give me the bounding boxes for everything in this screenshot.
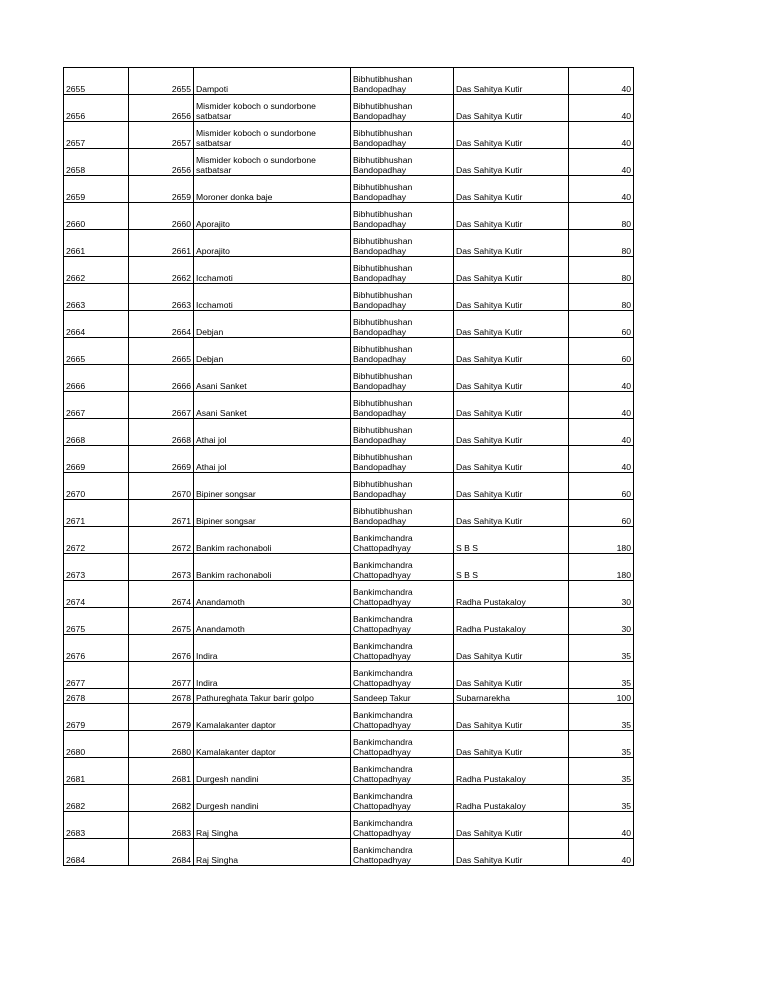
publisher-cell: Das Sahitya Kutir	[454, 68, 569, 95]
table-row	[64, 662, 634, 689]
book-title-cell: Raj Singha	[194, 812, 351, 839]
publisher-cell: Das Sahitya Kutir	[454, 839, 569, 866]
serial-number-cell: 2673	[64, 554, 129, 581]
serial-number-cell: 2675	[64, 608, 129, 635]
serial-number-cell: 2676	[64, 635, 129, 662]
serial-number-cell: 2678	[64, 689, 129, 704]
publisher-cell: Das Sahitya Kutir	[454, 446, 569, 473]
table-row	[64, 149, 634, 176]
publisher-cell: Subarnarekha	[454, 689, 569, 704]
author-cell: Bankimchandra Chattopadhyay	[351, 731, 454, 758]
accession-number-cell: 2668	[129, 419, 194, 446]
accession-number-cell: 2672	[129, 527, 194, 554]
serial-number-cell: 2669	[64, 446, 129, 473]
table-row	[64, 257, 634, 284]
serial-number-cell: 2680	[64, 731, 129, 758]
author-cell: Bibhutibhushan Bandopadhay	[351, 392, 454, 419]
serial-number-cell: 2672	[64, 527, 129, 554]
table-row	[64, 311, 634, 338]
book-title-cell: Kamalakanter daptor	[194, 731, 351, 758]
book-title-cell: Asani Sanket	[194, 365, 351, 392]
table-row	[64, 554, 634, 581]
table-row	[64, 785, 634, 812]
price-cell: 40	[569, 176, 634, 203]
publisher-cell: Das Sahitya Kutir	[454, 635, 569, 662]
author-cell: Bibhutibhushan Bandopadhay	[351, 473, 454, 500]
book-title-cell: Icchamoti	[194, 257, 351, 284]
table-row	[64, 122, 634, 149]
serial-number-cell: 2662	[64, 257, 129, 284]
table-row	[64, 731, 634, 758]
author-cell: Bibhutibhushan Bandopadhay	[351, 284, 454, 311]
publisher-cell: Das Sahitya Kutir	[454, 500, 569, 527]
publisher-cell: S B S	[454, 527, 569, 554]
serial-number-cell: 2656	[64, 95, 129, 122]
table-row	[64, 473, 634, 500]
price-cell: 35	[569, 635, 634, 662]
author-cell: Bibhutibhushan Bandopadhay	[351, 338, 454, 365]
publisher-cell: Radha Pustakaloy	[454, 785, 569, 812]
accession-number-cell: 2669	[129, 446, 194, 473]
serial-number-cell: 2658	[64, 149, 129, 176]
publisher-cell: Das Sahitya Kutir	[454, 122, 569, 149]
book-title-cell: Aporajito	[194, 230, 351, 257]
accession-number-cell: 2674	[129, 581, 194, 608]
accession-number-cell: 2657	[129, 122, 194, 149]
table-row	[64, 839, 634, 866]
price-cell: 30	[569, 608, 634, 635]
price-cell: 40	[569, 419, 634, 446]
publisher-cell: Das Sahitya Kutir	[454, 704, 569, 731]
author-cell: Bankimchandra Chattopadhyay	[351, 635, 454, 662]
publisher-cell: Das Sahitya Kutir	[454, 230, 569, 257]
price-cell: 35	[569, 704, 634, 731]
publisher-cell: Das Sahitya Kutir	[454, 419, 569, 446]
author-cell: Bibhutibhushan Bandopadhay	[351, 68, 454, 95]
price-cell: 40	[569, 812, 634, 839]
accession-number-cell: 2676	[129, 635, 194, 662]
table-row	[64, 635, 634, 662]
table-row	[64, 284, 634, 311]
serial-number-cell: 2682	[64, 785, 129, 812]
accession-number-cell: 2666	[129, 365, 194, 392]
author-cell: Bankimchandra Chattopadhyay	[351, 662, 454, 689]
book-title-cell: Dampoti	[194, 68, 351, 95]
book-title-cell: Debjan	[194, 311, 351, 338]
serial-number-cell: 2677	[64, 662, 129, 689]
price-cell: 40	[569, 149, 634, 176]
author-cell: Bibhutibhushan Bandopadhay	[351, 203, 454, 230]
author-cell: Bankimchandra Chattopadhyay	[351, 608, 454, 635]
table-row	[64, 758, 634, 785]
price-cell: 40	[569, 68, 634, 95]
accession-number-cell: 2682	[129, 785, 194, 812]
table-row	[64, 527, 634, 554]
author-cell: Bibhutibhushan Bandopadhay	[351, 311, 454, 338]
author-cell: Bankimchandra Chattopadhyay	[351, 785, 454, 812]
publisher-cell: Das Sahitya Kutir	[454, 284, 569, 311]
book-title-cell: Bankim rachonaboli	[194, 527, 351, 554]
accession-number-cell: 2673	[129, 554, 194, 581]
publisher-cell: Das Sahitya Kutir	[454, 812, 569, 839]
price-cell: 180	[569, 527, 634, 554]
table-row	[64, 704, 634, 731]
author-cell: Bibhutibhushan Bandopadhay	[351, 122, 454, 149]
accession-number-cell: 2655	[129, 68, 194, 95]
author-cell: Bibhutibhushan Bandopadhay	[351, 446, 454, 473]
accession-number-cell: 2667	[129, 392, 194, 419]
price-cell: 35	[569, 758, 634, 785]
book-title-cell: Mismider koboch o sundorbone satbatsar	[194, 122, 351, 149]
author-cell: Bibhutibhushan Bandopadhay	[351, 95, 454, 122]
serial-number-cell: 2664	[64, 311, 129, 338]
author-cell: Bibhutibhushan Bandopadhay	[351, 257, 454, 284]
price-cell: 60	[569, 338, 634, 365]
accession-number-cell: 2677	[129, 662, 194, 689]
book-catalog-table	[63, 67, 634, 866]
price-cell: 60	[569, 473, 634, 500]
table-row	[64, 68, 634, 95]
price-cell: 30	[569, 581, 634, 608]
book-title-cell: Kamalakanter daptor	[194, 704, 351, 731]
book-title-cell: Aporajito	[194, 203, 351, 230]
serial-number-cell: 2661	[64, 230, 129, 257]
author-cell: Bankimchandra Chattopadhyay	[351, 758, 454, 785]
accession-number-cell: 2675	[129, 608, 194, 635]
table-row	[64, 689, 634, 704]
price-cell: 40	[569, 392, 634, 419]
book-title-cell: Indira	[194, 635, 351, 662]
table-row	[64, 176, 634, 203]
serial-number-cell: 2659	[64, 176, 129, 203]
serial-number-cell: 2679	[64, 704, 129, 731]
price-cell: 80	[569, 284, 634, 311]
book-title-cell: Moroner donka baje	[194, 176, 351, 203]
author-cell: Bibhutibhushan Bandopadhay	[351, 365, 454, 392]
table-row	[64, 581, 634, 608]
price-cell: 40	[569, 365, 634, 392]
accession-number-cell: 2683	[129, 812, 194, 839]
publisher-cell: Das Sahitya Kutir	[454, 149, 569, 176]
table-row	[64, 338, 634, 365]
price-cell: 35	[569, 731, 634, 758]
serial-number-cell: 2663	[64, 284, 129, 311]
accession-number-cell: 2671	[129, 500, 194, 527]
accession-number-cell: 2684	[129, 839, 194, 866]
serial-number-cell: 2660	[64, 203, 129, 230]
publisher-cell: Das Sahitya Kutir	[454, 257, 569, 284]
publisher-cell: Das Sahitya Kutir	[454, 203, 569, 230]
accession-number-cell: 2663	[129, 284, 194, 311]
author-cell: Bibhutibhushan Bandopadhay	[351, 419, 454, 446]
publisher-cell: Das Sahitya Kutir	[454, 338, 569, 365]
price-cell: 40	[569, 122, 634, 149]
table-row	[64, 203, 634, 230]
table-row	[64, 392, 634, 419]
serial-number-cell: 2667	[64, 392, 129, 419]
book-title-cell: Indira	[194, 662, 351, 689]
book-title-cell: Debjan	[194, 338, 351, 365]
table-row	[64, 365, 634, 392]
table-row	[64, 419, 634, 446]
book-title-cell: Raj Singha	[194, 839, 351, 866]
accession-number-cell: 2661	[129, 230, 194, 257]
author-cell: Bibhutibhushan Bandopadhay	[351, 230, 454, 257]
publisher-cell: Das Sahitya Kutir	[454, 392, 569, 419]
publisher-cell: Das Sahitya Kutir	[454, 473, 569, 500]
price-cell: 35	[569, 662, 634, 689]
price-cell: 100	[569, 689, 634, 704]
author-cell: Bibhutibhushan Bandopadhay	[351, 176, 454, 203]
book-title-cell: Durgesh nandini	[194, 785, 351, 812]
book-title-cell: Mismider koboch o sundorbone satbatsar	[194, 95, 351, 122]
price-cell: 60	[569, 311, 634, 338]
author-cell: Bankimchandra Chattopadhyay	[351, 839, 454, 866]
accession-number-cell: 2664	[129, 311, 194, 338]
book-title-cell: Athai jol	[194, 446, 351, 473]
book-title-cell: Anandamoth	[194, 581, 351, 608]
author-cell: Bankimchandra Chattopadhyay	[351, 527, 454, 554]
serial-number-cell: 2657	[64, 122, 129, 149]
accession-number-cell: 2656	[129, 95, 194, 122]
table-row	[64, 500, 634, 527]
price-cell: 80	[569, 230, 634, 257]
accession-number-cell: 2660	[129, 203, 194, 230]
book-title-cell: Bipiner songsar	[194, 500, 351, 527]
table-row	[64, 446, 634, 473]
price-cell: 40	[569, 95, 634, 122]
table-row	[64, 608, 634, 635]
serial-number-cell: 2674	[64, 581, 129, 608]
price-cell: 60	[569, 500, 634, 527]
serial-number-cell: 2668	[64, 419, 129, 446]
catalog-body	[64, 68, 634, 866]
author-cell: Bibhutibhushan Bandopadhay	[351, 149, 454, 176]
accession-number-cell: 2656	[129, 149, 194, 176]
author-cell: Sandeep Takur	[351, 689, 454, 704]
book-title-cell: Pathureghata Takur barir golpo	[194, 689, 351, 704]
accession-number-cell: 2662	[129, 257, 194, 284]
accession-number-cell: 2659	[129, 176, 194, 203]
publisher-cell: Radha Pustakaloy	[454, 608, 569, 635]
book-title-cell: Bipiner songsar	[194, 473, 351, 500]
book-title-cell: Athai jol	[194, 419, 351, 446]
serial-number-cell: 2670	[64, 473, 129, 500]
book-title-cell: Mismider koboch o sundorbone satbatsar	[194, 149, 351, 176]
author-cell: Bankimchandra Chattopadhyay	[351, 581, 454, 608]
publisher-cell: Das Sahitya Kutir	[454, 176, 569, 203]
book-title-cell: Durgesh nandini	[194, 758, 351, 785]
book-title-cell: Asani Sanket	[194, 392, 351, 419]
publisher-cell: Das Sahitya Kutir	[454, 662, 569, 689]
serial-number-cell: 2666	[64, 365, 129, 392]
publisher-cell: Radha Pustakaloy	[454, 581, 569, 608]
author-cell: Bankimchandra Chattopadhyay	[351, 554, 454, 581]
book-title-cell: Bankim rachonaboli	[194, 554, 351, 581]
publisher-cell: Das Sahitya Kutir	[454, 731, 569, 758]
accession-number-cell: 2665	[129, 338, 194, 365]
accession-number-cell: 2678	[129, 689, 194, 704]
author-cell: Bibhutibhushan Bandopadhay	[351, 500, 454, 527]
price-cell: 80	[569, 257, 634, 284]
table-row	[64, 95, 634, 122]
author-cell: Bankimchandra Chattopadhyay	[351, 812, 454, 839]
publisher-cell: Das Sahitya Kutir	[454, 311, 569, 338]
serial-number-cell: 2655	[64, 68, 129, 95]
table-row	[64, 230, 634, 257]
price-cell: 40	[569, 446, 634, 473]
price-cell: 35	[569, 785, 634, 812]
book-title-cell: Anandamoth	[194, 608, 351, 635]
table-row	[64, 812, 634, 839]
accession-number-cell: 2681	[129, 758, 194, 785]
author-cell: Bankimchandra Chattopadhyay	[351, 704, 454, 731]
publisher-cell: S B S	[454, 554, 569, 581]
serial-number-cell: 2671	[64, 500, 129, 527]
publisher-cell: Das Sahitya Kutir	[454, 95, 569, 122]
serial-number-cell: 2684	[64, 839, 129, 866]
publisher-cell: Das Sahitya Kutir	[454, 365, 569, 392]
serial-number-cell: 2665	[64, 338, 129, 365]
accession-number-cell: 2680	[129, 731, 194, 758]
book-title-cell: Icchamoti	[194, 284, 351, 311]
accession-number-cell: 2679	[129, 704, 194, 731]
price-cell: 40	[569, 839, 634, 866]
price-cell: 80	[569, 203, 634, 230]
serial-number-cell: 2681	[64, 758, 129, 785]
serial-number-cell: 2683	[64, 812, 129, 839]
price-cell: 180	[569, 554, 634, 581]
accession-number-cell: 2670	[129, 473, 194, 500]
publisher-cell: Radha Pustakaloy	[454, 758, 569, 785]
